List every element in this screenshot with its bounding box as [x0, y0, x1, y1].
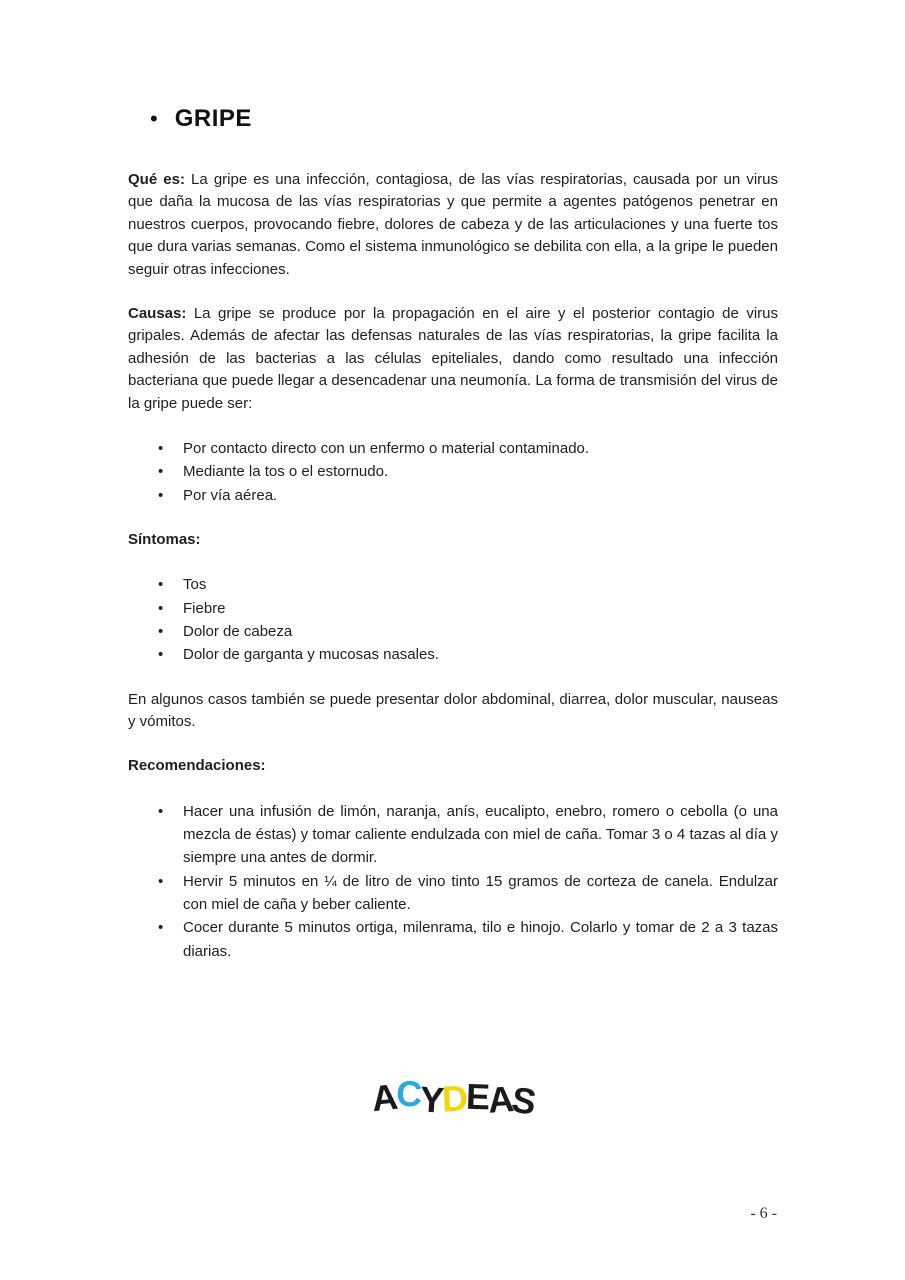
list-item: • Fiebre — [128, 597, 778, 620]
list-item: • Cocer durante 5 minutos ortiga, milenrama, tilo e hinojo. Colarlo y tomar de 2 a 3 tazas diarias. — [128, 916, 778, 963]
logo-letter: S — [508, 1078, 537, 1123]
page-title-text: GRIPE — [174, 105, 252, 132]
transmission-list — [128, 437, 778, 507]
paragraph-que-es — [128, 169, 778, 281]
logo-letter: A — [486, 1078, 513, 1121]
list-item: • Por contacto directo con un enfermo o material contaminado. — [128, 437, 778, 460]
list-item: • Dolor de cabeza — [128, 620, 778, 643]
logo-letter: E — [464, 1075, 489, 1118]
title-bullet-icon: • — [150, 106, 158, 131]
list-item: • Tos — [128, 573, 778, 596]
page-title — [128, 105, 778, 133]
list-item: • Dolor de garganta y mucosas nasales. — [128, 643, 778, 666]
paragraph-nota: En algunos casos también se puede presentar dolor abdominal, diarrea, dolor muscular, nauseas y vómitos. — [128, 690, 778, 730]
logo-letter: D — [440, 1077, 467, 1120]
list-item: • Hervir 5 minutos en ¼ de litro de vino tinto 15 gramos de corteza de canela. Endulzar con miel de caña y beber caliente. — [128, 870, 778, 917]
recommendations-list — [128, 800, 778, 963]
document-content — [128, 105, 778, 985]
paragraph-causas-label: Causas: — [128, 305, 187, 323]
paragraph-que-es-text: La gripe es una infección, contagiosa, de las vías respiratorias, causada por un virus que daña la mucosa de las vías respiratorias y que permite a agentes patógenos penetrar en nuestros cuerpos, provocando fiebre, dolores de cabeza y de las articulaciones y una fuerte tos que dura varias semanas. Como el sistema inmunológico se debilita con ella, a la gripe le pueden seguir otras infecciones. — [128, 171, 778, 278]
list-item: • Mediante la tos o el estornudo. — [128, 460, 778, 483]
acydeas-logo — [369, 1072, 537, 1123]
paragraph-causas-text: La gripe se produce por la propagación en el aire y el posterior contagio de virus gripales. Además de afectar las defensas naturales de las vías respiratorias, la gripe facilita la adhesión de las bacterias a las células epiteliales, dando como resultado una infección bacteriana que puede llegar a desencadenar una neumonía. La forma de transmisión del virus de la gripe puede ser: — [128, 305, 778, 412]
list-item: • Por vía aérea. — [128, 484, 778, 507]
heading-recomendaciones: Recomendaciones: — [128, 757, 266, 775]
logo-letter: A — [369, 1075, 398, 1120]
list-item: • Hacer una infusión de limón, naranja, anís, eucalipto, enebro, romero o cebolla (o una mezcla de éstas) y tomar caliente endulzada con miel de caña. Tomar 3 o 4 tazas al día y siempre una antes de dormir. — [128, 800, 778, 870]
page-number: - 6 - — [750, 1205, 777, 1222]
logo-letter: Y — [418, 1078, 443, 1121]
logo-letter: C — [394, 1072, 421, 1115]
heading-sintomas: Síntomas: — [128, 530, 201, 548]
paragraph-que-es-label: Qué es: — [128, 171, 185, 188]
paragraph-causas — [128, 303, 778, 415]
symptoms-list — [128, 573, 778, 666]
